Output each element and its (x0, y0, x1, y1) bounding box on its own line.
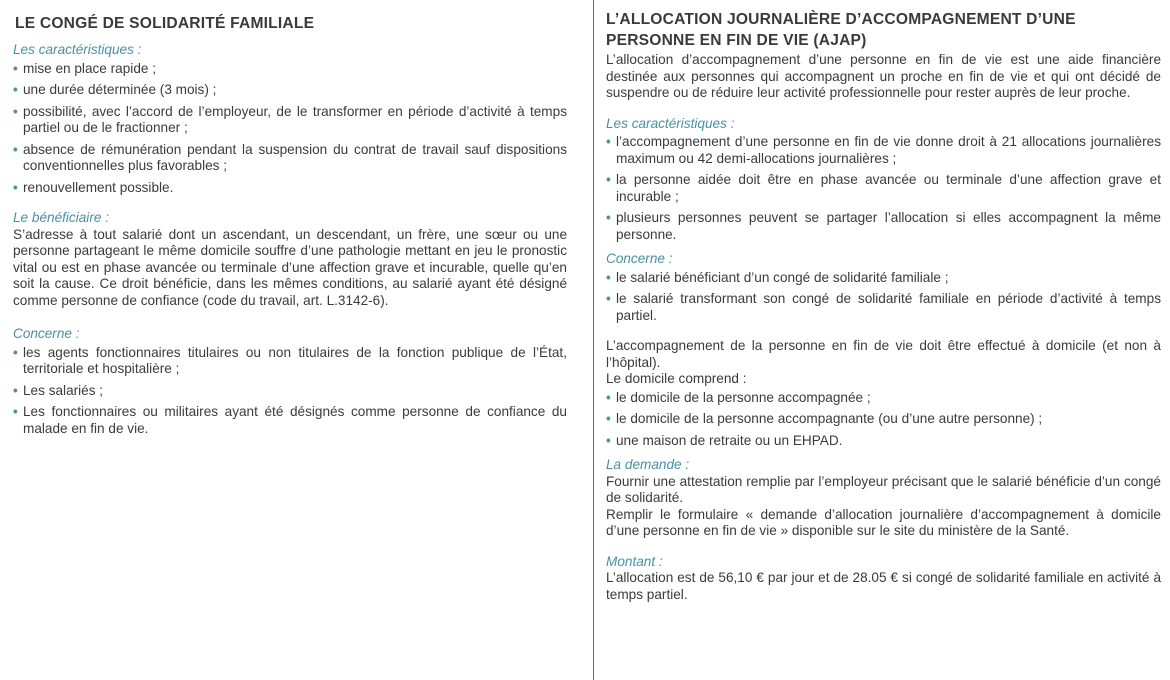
list-item (13, 61, 567, 78)
list-item-text: le domicile de la personne accompagnée ; (616, 389, 871, 405)
list-item-text: plusieurs personnes peuvent se partager l’allocation si elles accompagnent la même personne. (616, 210, 1161, 242)
bullet-icon: • (13, 382, 18, 398)
bullet-icon: • (606, 291, 611, 306)
left-beneficiary-text: S’adresse à tout salarié dont un ascendant, un descendant, un frère, une sœur ou une personne partageant le même domicile souffre d’une pathologie mettant en jeu le pronostic vital ou est en phase avancée ou terminale d’une affection grave et incurable, quelle qu’en soit la cause. Ce droit bénéficie, dans les mêmes conditions, au salarié ayant été désigné comme personne de confiance (code du travail, art. L.3142-6). (13, 226, 567, 308)
left-beneficiary-heading: Le bénéficiaire : (13, 210, 109, 225)
list-item (606, 134, 1161, 167)
list-item (13, 180, 567, 197)
list-item (13, 82, 567, 99)
list-item-text: le salarié bénéficiant d’un congé de solidarité familiale ; (616, 269, 949, 285)
left-characteristics-list (13, 61, 567, 197)
list-item-text: mise en place rapide ; (23, 60, 156, 76)
right-title: L’ALLOCATION JOURNALIÈRE D’ACCOMPAGNEMENT D’UNE PERSONNE EN FIN DE VIE (AJAP) (606, 11, 1076, 49)
right-home-text: L’accompagnement de la personne en fin de vie doit être effectué à domicile (et non à l’hôpital). (606, 338, 1161, 370)
left-concerns-heading: Concerne : (13, 326, 80, 341)
left-title: LE CONGÉ DE SOLIDARITÉ FAMILIALE (15, 15, 315, 32)
right-home-list (606, 390, 1161, 450)
list-item (606, 270, 1161, 287)
bullet-icon: • (606, 432, 611, 448)
list-item-text: une durée déterminée (3 mois) ; (23, 82, 217, 97)
list-item (606, 291, 1161, 324)
bullet-icon: • (13, 344, 18, 360)
list-item-text: la personne aidée doit être en phase avancée ou terminale d’une affection grave et incurable ; (616, 172, 1161, 204)
list-item (606, 411, 1161, 428)
bullet-icon: • (13, 60, 18, 76)
bullet-icon: • (606, 210, 611, 225)
bullet-icon: • (13, 404, 18, 419)
left-characteristics-heading: Les caractéristiques : (13, 42, 142, 57)
right-amount-heading: Montant : (606, 553, 663, 569)
bullet-icon: • (13, 141, 18, 157)
right-amount-text: L’allocation est de 56,10 € par jour et de 28.05 € si congé de solidarité familiale en activité à temps partiel. (606, 570, 1161, 602)
list-item-text: renouvellement possible. (23, 179, 174, 195)
list-item-text: les agents fonctionnaires titulaires ou non titulaires de la fonction publique de l’État, territoriale et hospitalière ; (23, 344, 567, 376)
list-item-text: le salarié transformant son congé de solidarité familiale en période d’activité à temps partiel. (616, 291, 1161, 323)
list-item-text: le domicile de la personne accompagnante (ou d’une autre personne) ; (616, 411, 1043, 426)
right-characteristics-heading: Les caractéristiques : (606, 115, 735, 131)
list-item-text: Les salariés ; (23, 382, 104, 398)
list-item (606, 172, 1161, 205)
list-item-text: Les fonctionnaires ou militaires ayant été désignés comme personne de confiance du malade en fin de vie. (23, 404, 567, 436)
list-item-text: possibilité, avec l’accord de l’employeur, de le transformer en période d’activité à temps partiel ou de le fractionner ; (23, 103, 567, 135)
list-item (606, 390, 1161, 407)
right-request-text-2: Remplir le formulaire « demande d’allocation journalière d’accompagnement à domicile d’une personne en fin de vie » disponible sur le site du ministère de la Santé. (606, 506, 1161, 538)
list-item (13, 404, 567, 437)
right-request-heading: La demande : (606, 457, 690, 472)
list-item-text: une maison de retraite ou un EHPAD. (616, 432, 843, 448)
list-item (13, 142, 567, 175)
list-item (606, 433, 1161, 450)
right-concerns-heading: Concerne : (606, 251, 673, 266)
list-item-text: l’accompagnement d’une personne en fin de vie donne droit à 21 allocations journalières maximum ou 42 demi-allocations journalières ; (616, 134, 1161, 166)
bullet-icon: • (606, 411, 611, 426)
left-concerns-list (13, 345, 567, 438)
right-intro-text: L’allocation d’accompagnement d’une personne en fin de vie est une aide financière destinée aux personnes qui accompagnent un proche en fin de vie et qui ont décidé de suspendre ou de réduire leur activité professionnelle pour rester auprès de leur proche. (606, 52, 1161, 100)
bullet-icon: • (606, 172, 611, 187)
bullet-icon: • (13, 82, 18, 97)
bullet-icon: • (606, 269, 611, 285)
bullet-icon: • (13, 103, 18, 119)
list-item (606, 210, 1161, 243)
right-request-text-1: Fournir une attestation remplie par l’employeur précisant que le salarié bénéficie d’un congé de solidarité. (606, 473, 1161, 505)
right-column (593, 0, 1170, 680)
right-home-intro: Le domicile comprend : (606, 371, 747, 386)
list-item (13, 345, 567, 378)
bullet-icon: • (13, 179, 18, 195)
bullet-icon: • (606, 389, 611, 405)
list-item (13, 383, 567, 400)
right-characteristics-list (606, 134, 1161, 243)
bullet-icon: • (606, 134, 611, 149)
list-item-text: absence de rémunération pendant la suspension du contrat de travail sauf dispositions conventionnelles plus favorables ; (23, 141, 567, 173)
list-item (13, 104, 567, 137)
right-concerns-list (606, 270, 1161, 325)
